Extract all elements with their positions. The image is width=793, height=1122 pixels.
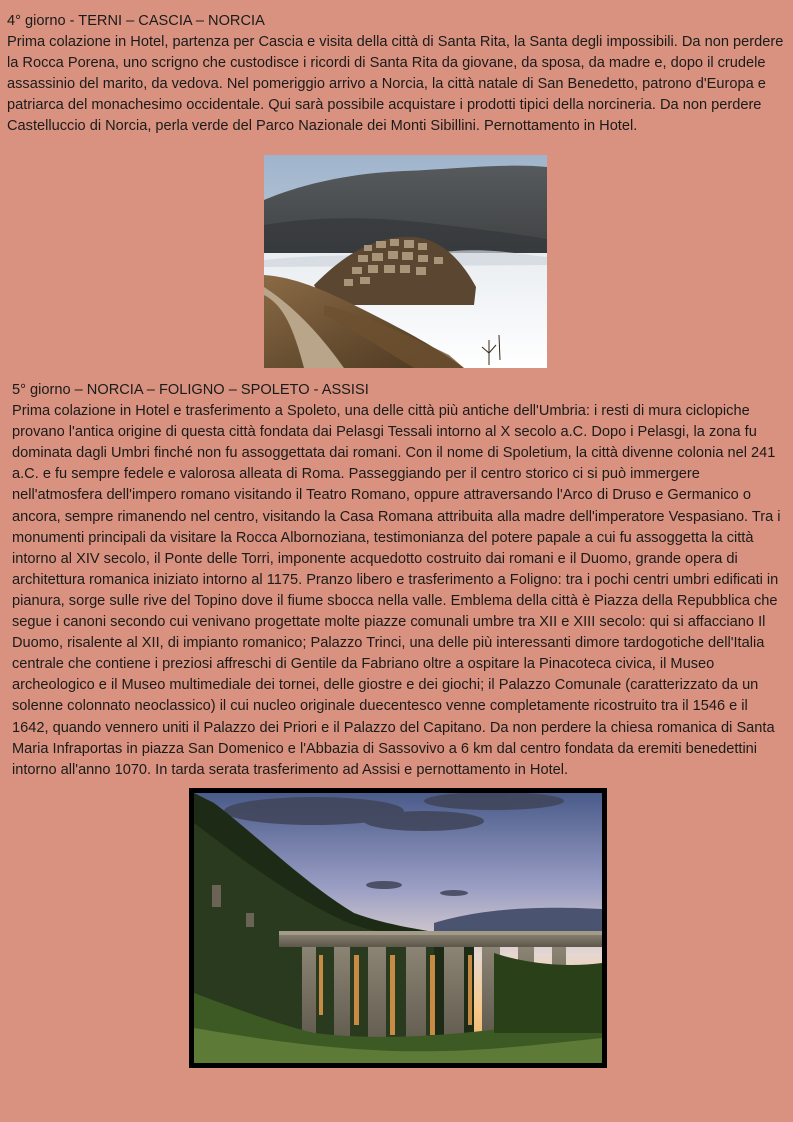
day4-body: Prima colazione in Hotel, partenza per Cascia e visita della città di Santa Rita, la Santa degli impossibili. Da non perdere la Rocca Porena, uno scrigno che custodisce i ricordi di Santa Rita da giovane, da sposa, da madre e, dopo il crudele assassinio del marito, da vedova. Nel pomeriggio arrivo a Norcia, la città natale di San Benedetto, patrono d'Europa e patriarca del monachesimo occidentale. Qui sarà possibile acquistare i prodotti tipici della norcineria. Da non perdere Castelluccio di Norcia, perla verde del Parco Nazionale dei Monti Sibillini. Pernottamento in Hotel. xyxy=(7,34,784,135)
day4-section xyxy=(7,11,789,138)
day5-title: 5° giorno – NORCIA – FOLIGNO – SPOLETO - ASSISI xyxy=(12,382,369,398)
ponte-delle-torri-photo-frame xyxy=(189,788,607,1068)
day4-title: 4° giorno - TERNI – CASCIA – NORCIA xyxy=(7,13,265,29)
day5-body: Prima colazione in Hotel e trasferimento a Spoleto, una delle città più antiche dell'Umbria: i resti di mura ciclopiche provano l'antica origine di questa città fondata dai Pelasgi Tessali intorno al X secolo a.C. Dopo i Pelasgi, la zona fu dominata dagli Umbri finché non fu assoggettata dai romani. Con il nome di Spoletium, la città divenne colonia nel 241 a.C. e fu sempre fedele e valorosa alleata di Roma. Passeggiando per il centro storico ci si può immergere nell'atmosfera dell'impero romano visitando il Teatro Romano, oppure attraversando l'Arco di Druso e Germanico o ancora, sempre rimanendo nel centro, visitando la Casa Romana attribuita alla madre dell'imperatore Vespasiano. Tra i monumenti principali da visitare la Rocca Albornoziana, testimonianza del potere papale a cui fu assoggetta la città intorno al XIV secolo, il Ponte delle Torri, imponente acquedotto costruito dai romani e il Duomo, grande opera di architettura romanica iniziato intorno al 1175. Pranzo libero e trasferimento a Foligno: tra i pochi centri umbri edificati in pianura, sorge sulle rive del Topino dove il fiume sbocca nella valle. Emblema della città è Piazza della Repubblica che segue i canoni secondo cui venivano progettate molte piazze comunali umbre tra XII e XIII secolo: qui si affacciano Il Duomo, risalente al XII, di impianto romanico; Palazzo Trinci, una delle più interessanti dimore tardogotiche dell'Italia centrale che contiene i preziosi affreschi di Gentile da Fabriano oltre a ospitare la Pinacoteca civica, il Museo archeologico e il Museo multimediale dei tornei, delle giostre e dei giochi; il Palazzo Comunale (caratterizzato da un solenne colonnato neoclassico) il cui nucleo originale duecentesco venne completamente ricostruito tra il 1546 e il 1642, quando vennero uniti il Palazzo dei Priori e il Palazzo del Capitano. Da non perdere la chiesa romanica di Santa Maria Infraportas in piazza San Domenico e l'Abbazia di Sassovivo a 6 km dal centro fondata da eremiti benedettini intorno all'anno 1070. In tarda serata trasferimento ad Assisi e pernottamento in Hotel. xyxy=(12,403,781,778)
ponte-delle-torri-photo xyxy=(194,793,602,1063)
castelluccio-photo xyxy=(264,155,547,368)
day5-section xyxy=(12,380,788,781)
